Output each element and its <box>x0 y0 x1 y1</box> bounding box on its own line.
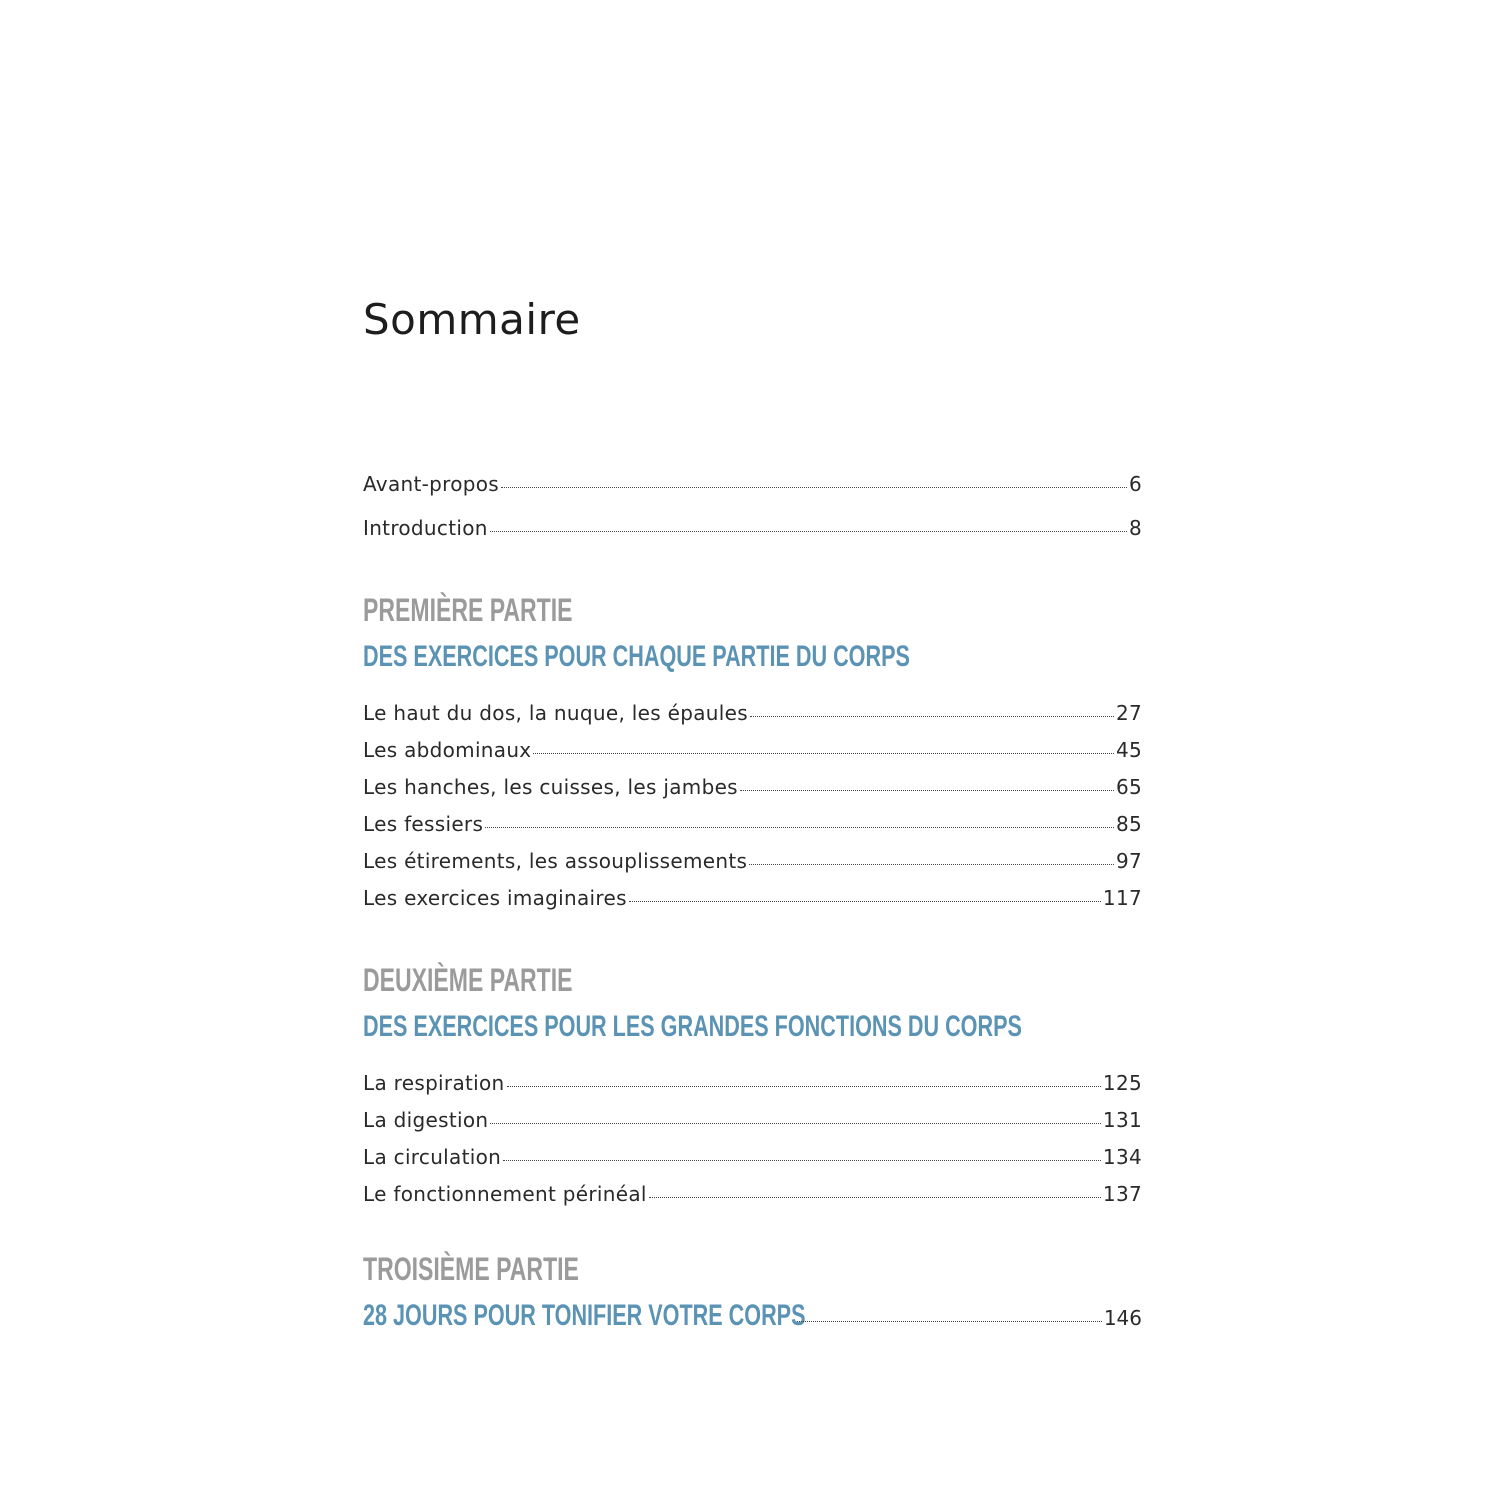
dot-leader <box>750 716 1114 717</box>
toc-entry-page: 6 <box>1128 472 1142 496</box>
toc-entry-page: 85 <box>1115 812 1142 836</box>
toc-entry <box>363 1105 1142 1135</box>
toc-entry-page: 45 <box>1115 738 1142 762</box>
dot-leader <box>485 827 1114 828</box>
dot-leader <box>649 1197 1101 1198</box>
page-title: Sommaire <box>363 295 581 344</box>
dot-leader <box>490 1123 1101 1124</box>
part-2-heading: DEUXIÈME PARTIE <box>363 962 573 998</box>
toc-entry-label: Le haut du dos, la nuque, les épaules <box>363 701 748 725</box>
toc-entry-label: La circulation <box>363 1145 502 1169</box>
toc-entry-page: 97 <box>1115 849 1142 873</box>
dot-leader <box>629 901 1101 902</box>
part-1-heading: PREMIÈRE PARTIE <box>363 592 573 628</box>
toc-entry <box>363 883 1142 913</box>
toc-entry-page: 117 <box>1102 886 1142 910</box>
toc-entry-page: 125 <box>1102 1071 1142 1095</box>
toc-entry-label: Avant-propos <box>363 472 500 496</box>
toc-entry-page: 131 <box>1102 1108 1142 1132</box>
dot-leader <box>797 1321 1102 1322</box>
toc-entry-page: 65 <box>1115 775 1142 799</box>
toc-entry <box>363 809 1142 839</box>
toc-entry <box>363 846 1142 876</box>
dot-leader <box>501 487 1127 488</box>
toc-entry-label: La respiration <box>363 1071 505 1095</box>
toc-entry-page: 137 <box>1102 1182 1142 1206</box>
dot-leader <box>503 1160 1101 1161</box>
dot-leader <box>490 531 1127 532</box>
dot-leader <box>740 790 1114 791</box>
toc-entry-label: Les abdominaux <box>363 738 532 762</box>
toc-entry <box>363 735 1142 765</box>
toc-entry-page: 146 <box>1103 1306 1142 1330</box>
toc-entry <box>363 1068 1142 1098</box>
toc-entry-page: 8 <box>1128 516 1142 540</box>
toc-entry-page: 27 <box>1115 701 1142 725</box>
toc-entry-label: Introduction <box>363 516 488 540</box>
toc-entry-label: La digestion <box>363 1108 489 1132</box>
toc-entry <box>363 1142 1142 1172</box>
toc-entry-label: Les hanches, les cuisses, les jambes <box>363 775 738 799</box>
toc-entry-page: 134 <box>1102 1145 1142 1169</box>
dot-leader <box>749 864 1114 865</box>
toc-entry-label: Les fessiers <box>363 812 484 836</box>
toc-entry <box>363 772 1142 802</box>
part-3-subtitle-row <box>363 1296 1142 1336</box>
part-1-subtitle: DES EXERCICES POUR CHAQUE PARTIE DU CORPS <box>363 640 910 673</box>
toc-entry-label: Les exercices imaginaires <box>363 886 627 910</box>
part-2-subtitle: DES EXERCICES POUR LES GRANDES FONCTIONS DU CORPS <box>363 1010 1022 1043</box>
dot-leader <box>533 753 1113 754</box>
part-3-heading: TROISIÈME PARTIE <box>363 1251 579 1287</box>
part-3-subtitle: 28 JOURS POUR TONIFIER VOTRE CORPS <box>363 1299 806 1332</box>
toc-entry <box>363 698 1142 728</box>
toc-entry-label: Le fonctionnement périnéal <box>363 1182 647 1206</box>
toc-entry <box>363 1179 1142 1209</box>
toc-entry-label: Les étirements, les assouplissements <box>363 849 748 873</box>
toc-entry-avant-propos <box>363 469 1142 499</box>
dot-leader <box>507 1086 1101 1087</box>
toc-entry-introduction <box>363 513 1142 543</box>
